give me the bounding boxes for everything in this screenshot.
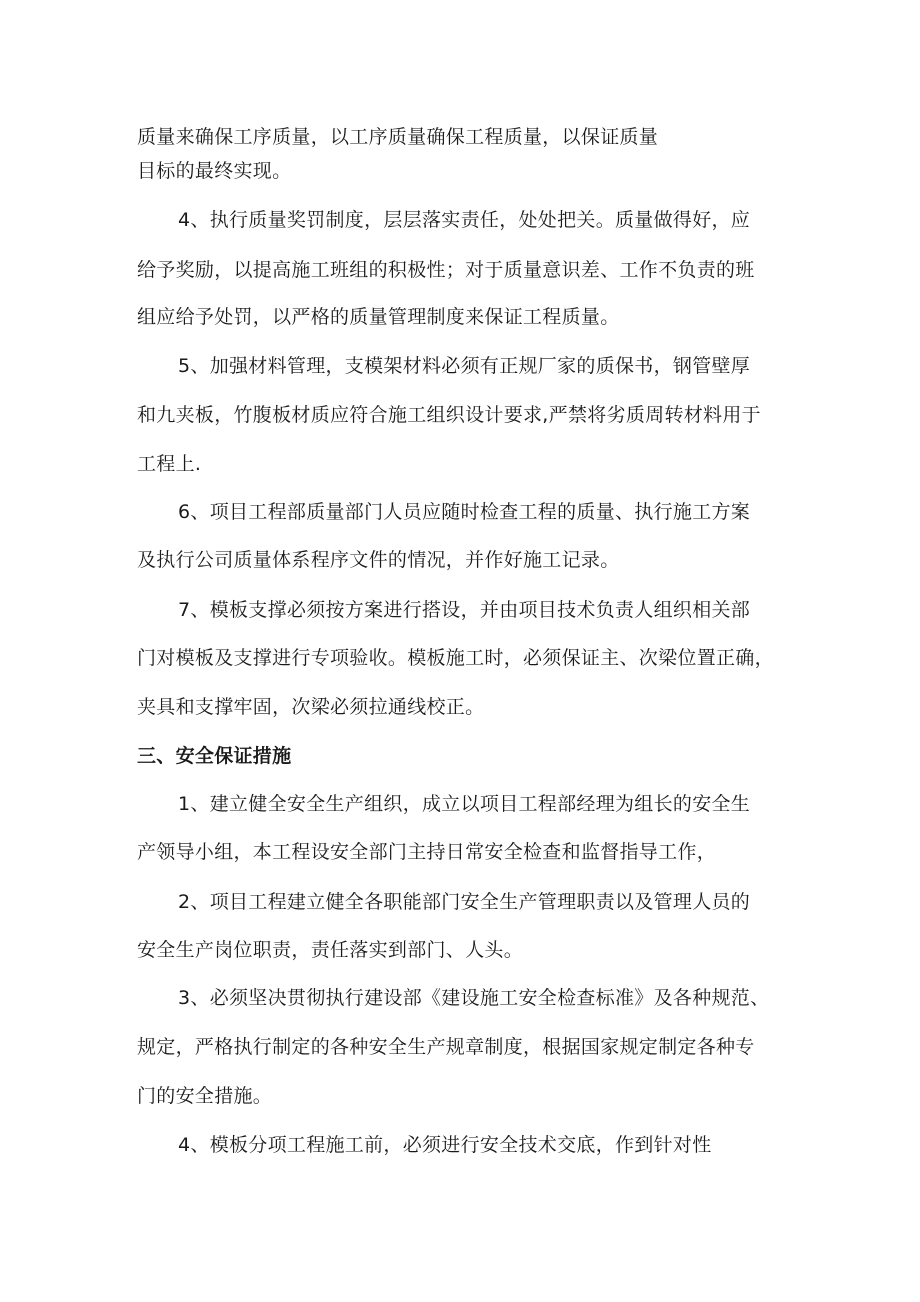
safety-item-2-line-1: 2、项目工程建立健全各职能部门安全生产管理职责以及管理人员的: [178, 891, 751, 913]
item-5-line-3: 工程上.: [137, 453, 202, 475]
safety-item-4-line-1: 4、模板分项工程施工前，必须进行安全技术交底，作到针对性: [178, 1134, 712, 1156]
section-title: 三、安全保证措施: [137, 745, 292, 767]
safety-item-1-line-2: 产领导小组，本工程设安全部门主持日常安全检查和监督指导工作，: [137, 841, 717, 863]
item-7-line-3: 夹具和支撑牢固，次梁必须拉通线校正。: [137, 696, 485, 718]
item-6-line-2: 及执行公司质量体系程序文件的情况，并作好施工记录。: [137, 549, 620, 571]
safety-item-3-line-1: 3、必须坚决贯彻执行建设部《建设施工安全检查标准》及各种规范、: [178, 987, 770, 1009]
item-6-line-1: 6、项目工程部质量部门人员应随时检查工程的质量、执行施工方案: [178, 501, 751, 523]
item-4-line-1: 4、执行质量奖罚制度，层层落实责任，处处把关。质量做得好，应: [178, 209, 751, 231]
item-4-line-3: 组应给予处罚，以严格的质量管理制度来保证工程质量。: [137, 306, 620, 328]
item-5-line-2: 和九夹板，竹腹板材质应符合施工组织设计要求,严禁将劣质周转材料用于: [137, 404, 761, 426]
item-4-line-2: 给予奖励，以提高施工班组的积极性；对于质量意识差、工作不负责的班: [137, 259, 755, 281]
intro-line-2: 目标的最终实现。: [137, 160, 292, 182]
item-7-line-2: 门对模板及支撑进行专项验收。模板施工时，必须保证主、次梁位置正确，: [137, 647, 774, 669]
intro-line-1: 质量来确保工序质量，以工序质量确保工程质量，以保证质量: [137, 126, 659, 148]
item-7-line-1: 7、模板支撑必须按方案进行搭设，并由项目技术负责人组织相关部: [178, 599, 751, 621]
safety-item-3-line-2: 规定，严格执行制定的各种安全生产规章制度，根据国家规定制定各种专: [137, 1036, 755, 1058]
item-5-line-1: 5、加强材料管理，支模架材料必须有正规厂家的质保书，钢管壁厚: [178, 355, 751, 377]
safety-item-1-line-1: 1、建立健全安全生产组织，成立以项目工程部经理为组长的安全生: [178, 793, 751, 815]
safety-item-3-line-3: 门的安全措施。: [137, 1085, 273, 1107]
safety-item-2-line-2: 安全生产岗位职责，责任落实到部门、人头。: [137, 939, 524, 961]
